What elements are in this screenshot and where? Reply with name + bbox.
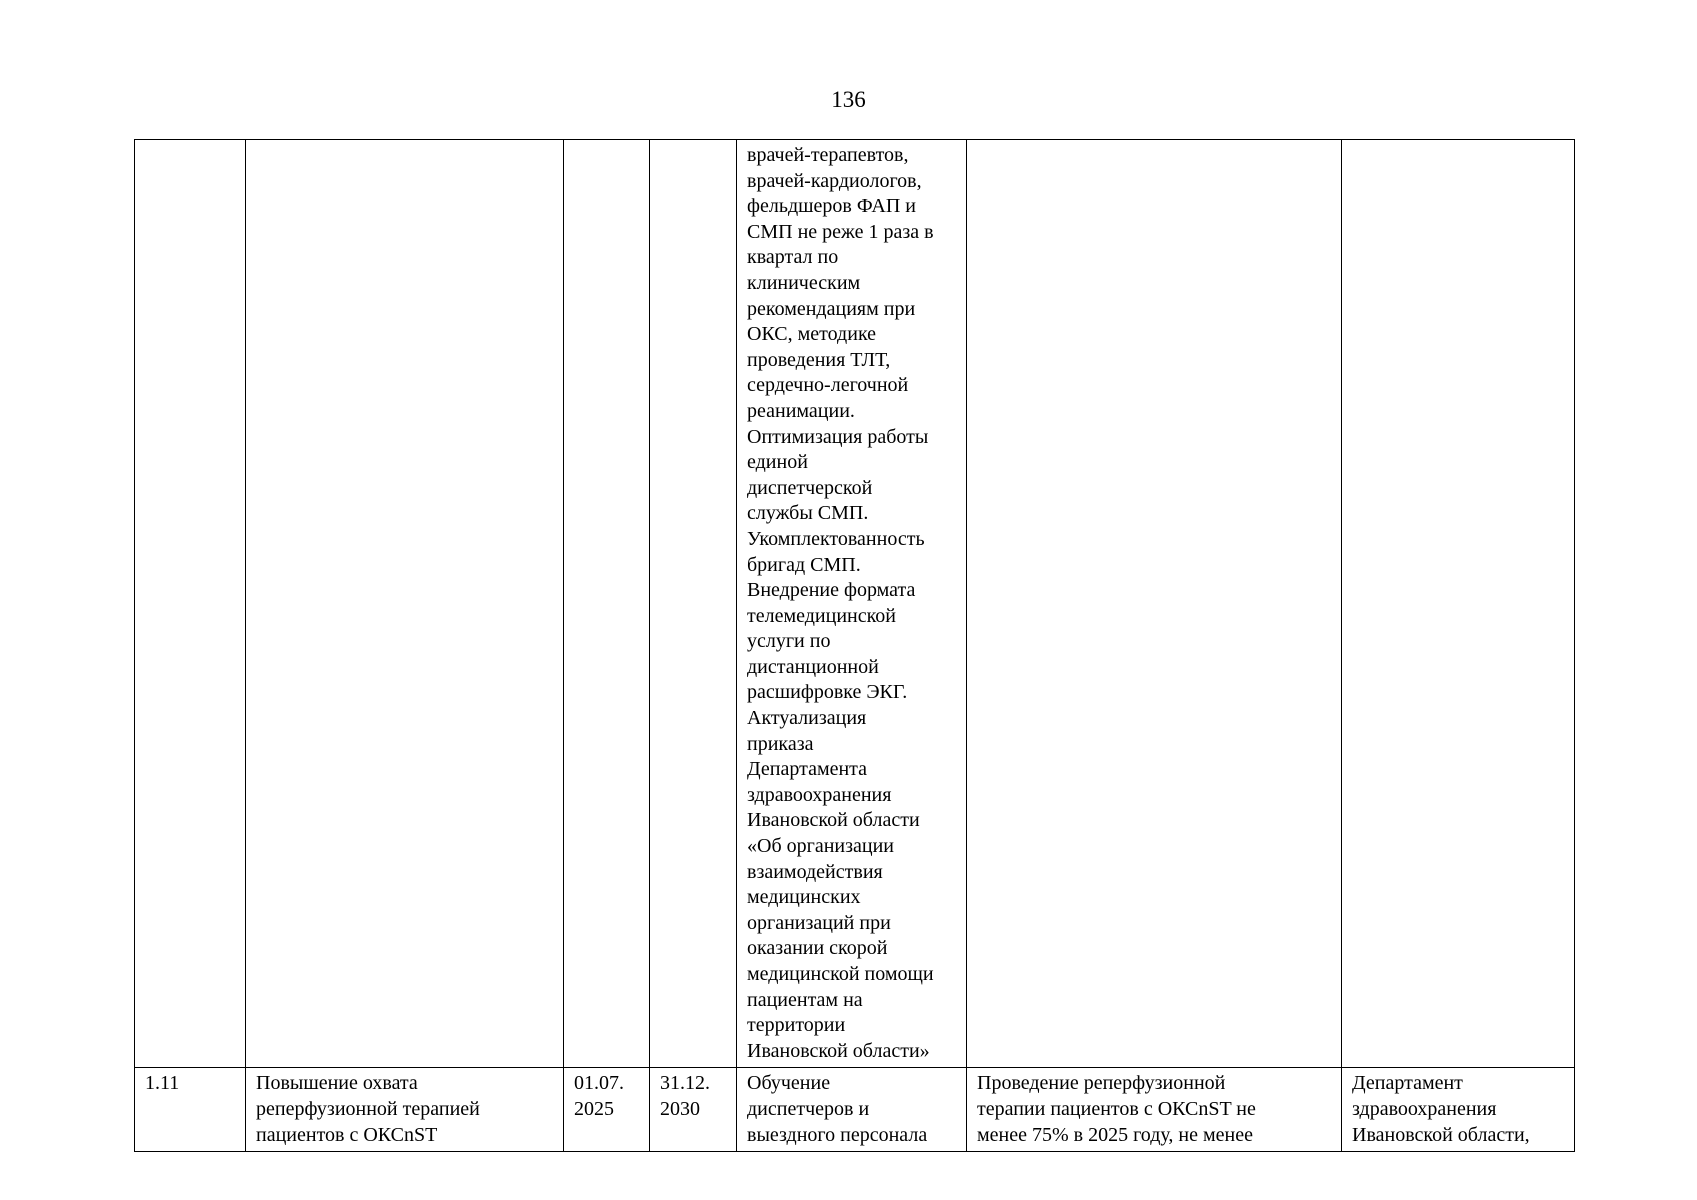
table-cell-end-date <box>650 140 737 1068</box>
table-cell-description: врачей-терапевтов, врачей-кардиологов, фельдшеров ФАП и СМП не реже 1 раза в квартал по клиническим рекомендациям при ОКС, методике проведения ТЛТ, сердечно-легочной реанимации. Оптимизация работы единой диспетчерской службы СМП. Укомплектованность бригад СМП. Внедрение формата телемедицинской услуги по дистанционной расшифровке ЭКГ. Актуализация приказа Департамента здравоохранения Ивановской области «Об организации взаимодействия медицинских организаций при оказании скорой медицинской помощи пациентам на территории Ивановской области» <box>737 140 967 1068</box>
table-row <box>135 1068 1575 1152</box>
measures-table <box>134 139 1575 1152</box>
table-cell-description: Обучение диспетчеров и выездного персонала <box>737 1068 967 1152</box>
table-cell-start-date <box>564 140 650 1068</box>
table-cell-responsible <box>1342 140 1575 1068</box>
table-cell-result <box>967 140 1342 1068</box>
table-cell-result: Проведение реперфузионной терапии пациентов с ОКСnST не менее 75% в 2025 году, не менее <box>967 1068 1342 1152</box>
page-number: 136 <box>831 87 866 112</box>
table-cell-end-date: 31.12. 2030 <box>650 1068 737 1152</box>
table-cell-number <box>135 140 246 1068</box>
table-cell-measure: Повышение охвата реперфузионной терапией пациентов с ОКСnST <box>246 1068 564 1152</box>
table-cell-start-date: 01.07. 2025 <box>564 1068 650 1152</box>
table-row <box>135 140 1575 1068</box>
table-cell-responsible: Департамент здравоохранения Ивановской области, <box>1342 1068 1575 1152</box>
table-cell-number: 1.11 <box>135 1068 246 1152</box>
table-cell-measure <box>246 140 564 1068</box>
